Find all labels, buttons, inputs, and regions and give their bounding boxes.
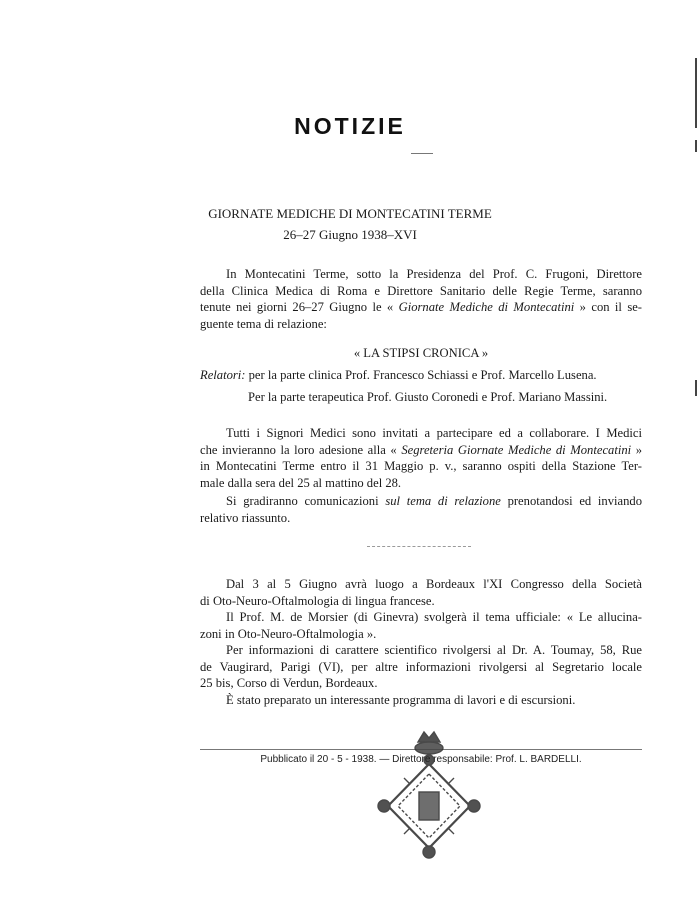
section-date: 26–27 Giugno 1938–XVI <box>283 227 417 242</box>
footer-publication-line: Pubblicato il 20 - 5 - 1938. — Direttore responsabile: Prof. L. BARDELLI. <box>260 754 582 765</box>
gradiranno-paragraph <box>200 493 642 526</box>
text-line: zoni in Oto-Neuro-Oftalmologia ». <box>200 626 377 641</box>
text-line: relativo riassunto. <box>200 510 291 525</box>
text-line: de Vaugirard, Parigi (VI), per altre informazioni rivolgersi al Segretario locale <box>200 659 642 674</box>
relatori-line: Relatori: per la parte clinica Prof. Francesco Schiassi e Prof. Marcello Lusena. <box>200 368 597 382</box>
intro-paragraph <box>200 266 642 332</box>
text-line: guente tema di relazione: <box>200 316 327 331</box>
title-divider <box>411 153 433 154</box>
text-line: tenute nei giorni 26–27 Giugno le « Giornate Mediche di Montecatini » con il se- <box>200 300 643 314</box>
text-line: Si gradiranno comunicazioni sul tema di relazione prenotandosi ed inviando <box>226 494 642 508</box>
relatori-block <box>200 367 642 405</box>
text-line: Il Prof. M. de Morsier (di Ginevra) svolgerà il tema ufficiale: « Le allucina- <box>226 610 642 624</box>
congress-paragraph <box>200 576 642 708</box>
text-line: che invieranno la loro adesione alla « Segreteria Giornate Mediche di Montecatini » <box>200 442 643 457</box>
text-line: In Montecatini Terme, sotto la Presidenza del Prof. C. Frugoni, Direttore <box>226 267 642 281</box>
relatori-label: Relatori: <box>200 368 246 382</box>
text-line: della Clinica Medica di Roma e Direttore Sanitario delle Regie Terme, saranno <box>200 283 642 298</box>
page-edge-mark <box>695 380 697 396</box>
text-line: Tutti i Signori Medici sono invitati a partecipare ed a collaborare. I Medici <box>226 426 642 440</box>
section-title: GIORNATE MEDICHE DI MONTECATINI TERME <box>208 206 492 221</box>
seal-stamp-icon <box>370 724 488 874</box>
invite-paragraph <box>200 425 642 491</box>
text-line: male dalla sera del 25 al mattino del 28. <box>200 475 402 490</box>
topic-title: « LA STIPSI CRONICA » <box>353 346 489 360</box>
text-line: Per informazioni di carattere scientifico rivolgersi al Dr. A. Toumay, 58, Rue <box>226 643 642 657</box>
text-line: È stato preparato un interessante programma di lavori e di escursioni. <box>226 692 576 707</box>
text-line: Dal 3 al 5 Giugno avrà luogo a Bordeaux l'XI Congresso della Società <box>226 577 642 591</box>
relatori-line: Per la parte terapeutica Prof. Giusto Coronedi e Prof. Mariano Massini. <box>248 389 608 404</box>
text-line: in Montecatini Terme entro il 31 Maggio p. v., saranno ospiti della Stazione Ter- <box>200 459 642 473</box>
text-line: di Oto-Neuro-Oftalmologia di lingua francese. <box>200 593 435 608</box>
text-line: 25 bis, Corso di Verdun, Bordeaux. <box>200 676 378 690</box>
section-divider <box>367 546 471 547</box>
page-edge-mark <box>695 140 697 152</box>
page-title: NOTIZIE <box>294 113 406 139</box>
